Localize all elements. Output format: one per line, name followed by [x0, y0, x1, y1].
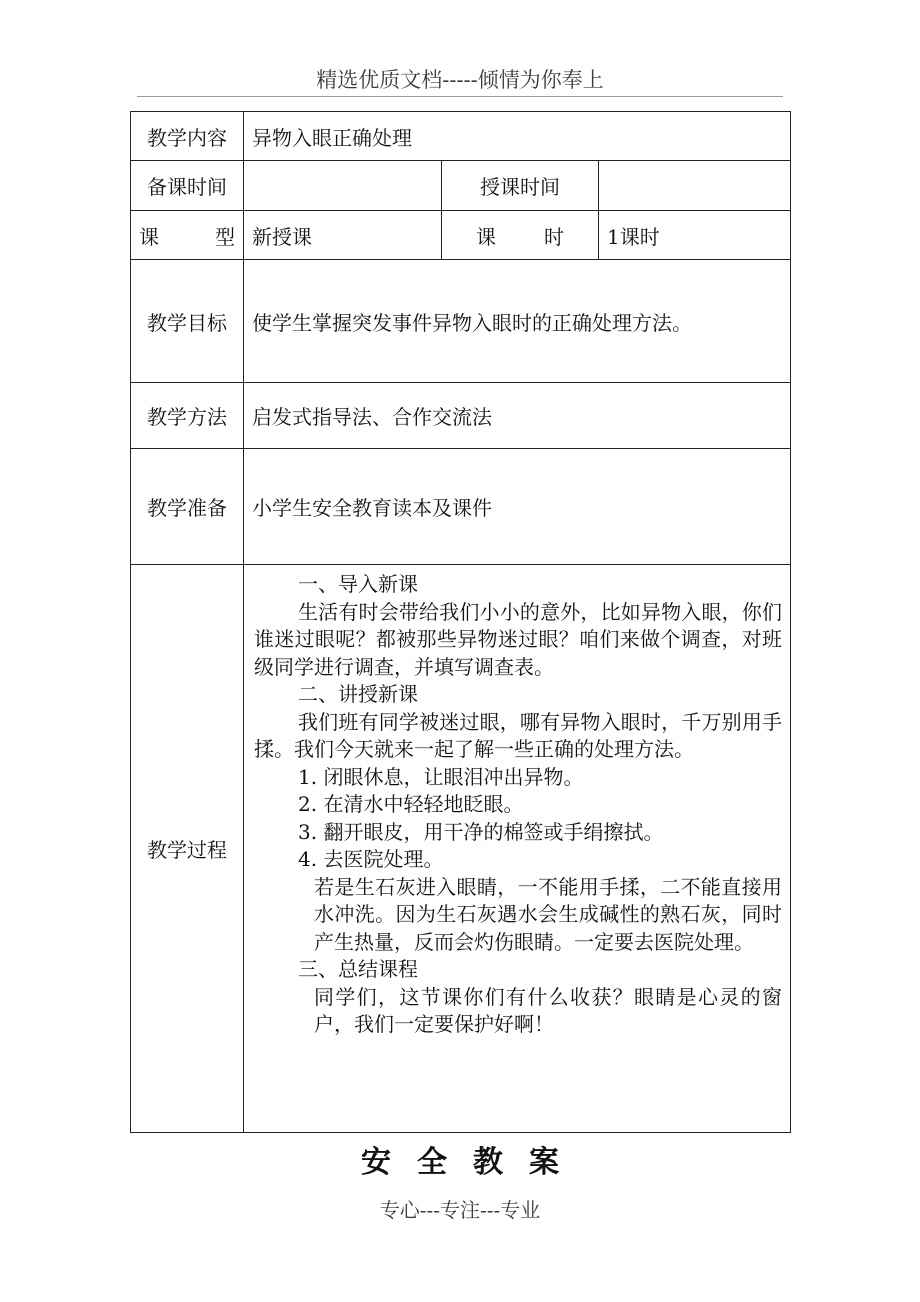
type-label: 课型	[131, 211, 244, 260]
header-divider	[137, 96, 783, 97]
section-teach-title: 二、讲授新课	[298, 682, 418, 706]
content-value: 异物入眼正确处理	[244, 112, 791, 161]
prep-time-label: 备课时间	[131, 161, 244, 211]
prep-value: 小学生安全教育读本及课件	[244, 449, 791, 565]
step-3: 3. 翻开眼皮，用干净的棉签或手绢擦拭。	[298, 819, 664, 844]
method-label: 教学方法	[131, 383, 244, 449]
content-label: 教学内容	[131, 112, 244, 161]
row-process	[131, 565, 791, 1133]
goal-value: 使学生掌握突发事件异物入眼时的正确处理方法。	[244, 260, 791, 383]
section-teach-text: 我们班有同学被迷过眼，哪有异物入眼时，千万别用手揉。我们今天就来一起了解一些正确的处理方法。	[254, 709, 782, 761]
section-intro-text: 生活有时会带给我们小小的意外，比如异物入眼，你们谁迷过眼呢？都被那些异物迷过眼？咱们来做个调查，对班级同学进行调查，并填写调查表。	[254, 599, 782, 679]
hours-value: 1课时	[599, 211, 791, 260]
row-prep	[131, 449, 791, 565]
section-summary-text: 同学们，这节课你们有什么收获？眼睛是心灵的窗户，我们一定要保护好啊！	[314, 984, 782, 1036]
teach-time-value	[599, 161, 791, 211]
step-4: 4. 去医院处理。	[298, 847, 444, 871]
step-2: 2. 在清水中轻轻地眨眼。	[298, 792, 524, 816]
row-type	[131, 211, 791, 260]
row-goal	[131, 260, 791, 383]
row-method	[131, 383, 791, 449]
type-value: 新授课	[244, 211, 442, 260]
row-time	[131, 161, 791, 211]
step-4-note: 若是生石灰进入眼睛，一不能用手揉，二不能直接用水冲洗。因为生石灰遇水会生成碱性的熟石灰，同时产生热量，反而会灼伤眼睛。一定要去医院处理。	[314, 874, 782, 954]
document-title: 安全教案	[361, 1145, 585, 1180]
prep-time-value	[244, 161, 442, 211]
step-1: 1. 闭眼休息，让眼泪冲出异物。	[298, 764, 584, 789]
process-label: 教学过程	[131, 565, 244, 1133]
section-intro-title: 一、导入新课	[298, 572, 418, 596]
lesson-plan-table	[130, 111, 791, 1133]
method-value: 启发式指导法、合作交流法	[244, 383, 791, 449]
goal-label: 教学目标	[131, 260, 244, 383]
section-summary-title: 三、总结课程	[298, 957, 418, 981]
page-footer: 专心---专注---专业	[379, 1198, 541, 1222]
page-header: 精选优质文档-----倾情为你奉上	[316, 68, 604, 92]
hours-label: 课时	[442, 211, 599, 260]
teach-time-label: 授课时间	[442, 161, 599, 211]
process-content	[244, 565, 791, 1133]
prep-label: 教学准备	[131, 449, 244, 565]
row-content	[131, 112, 791, 161]
